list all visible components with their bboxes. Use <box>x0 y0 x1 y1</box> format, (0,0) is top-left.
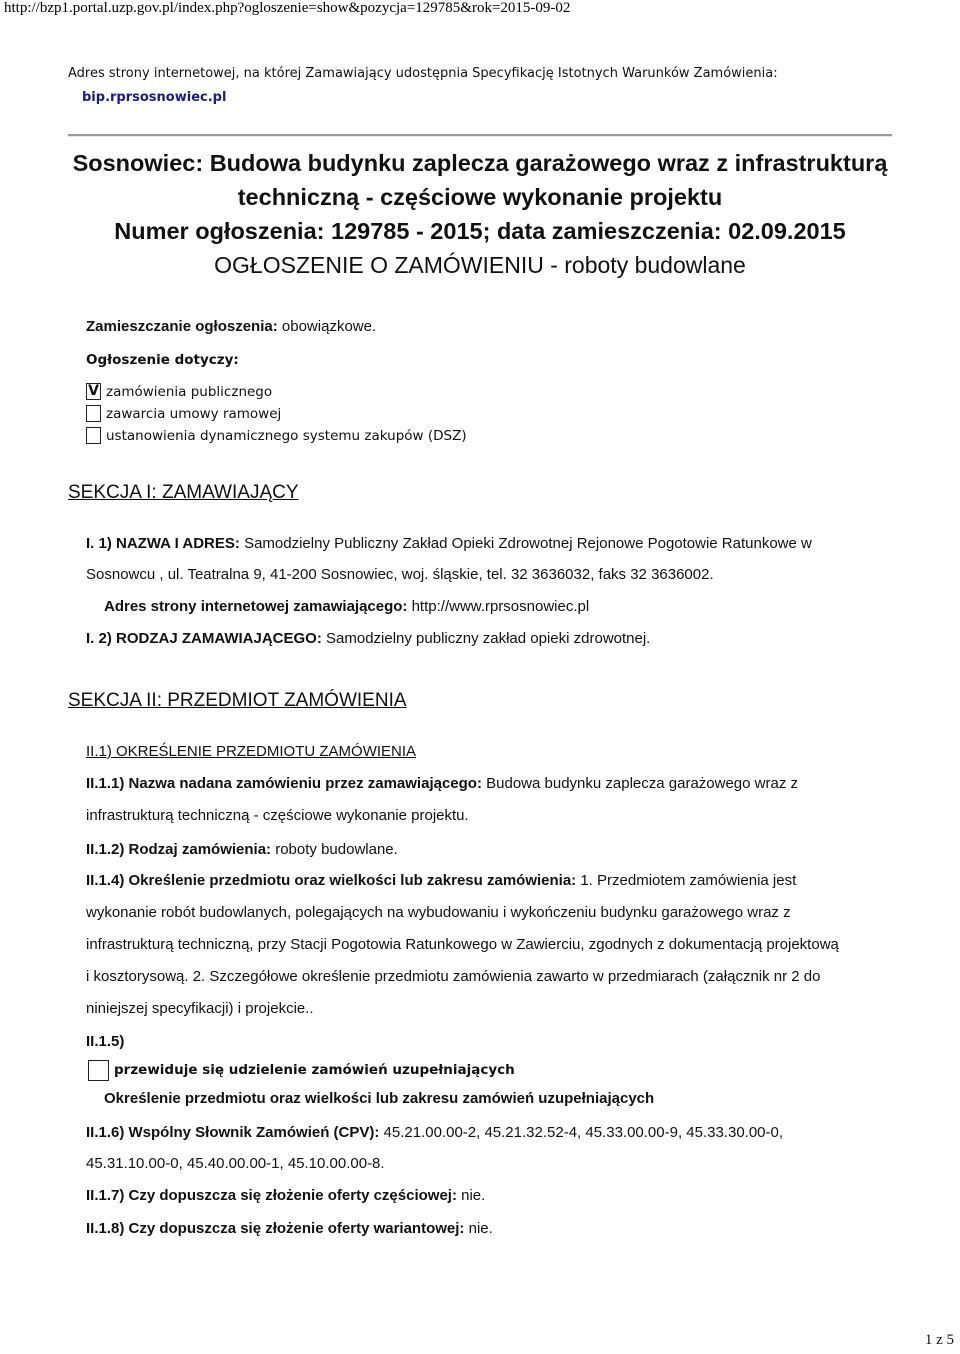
checkbox-framework-agreement[interactable] <box>86 405 101 422</box>
contract-kind-label: II.1.2) Rodzaj zamówienia: <box>86 841 272 858</box>
supplementary-orders-label: II.1.5) <box>86 1033 125 1050</box>
website-value[interactable]: http://www.rprsosnowiec.pl <box>411 598 590 615</box>
notice-title-line-2: techniczną - częściowe wykonanie projektu <box>237 184 723 210</box>
authority-type <box>86 630 650 647</box>
scope-line-2: wykonanie robót budowlanych, polegających na wybudowaniu i wykończeniu budynku garażowego wraz z <box>86 904 791 921</box>
authority-website <box>104 598 589 615</box>
contract-name-label: II.1.1) Nazwa nadana zamówieniu przez zamawiającego: <box>86 775 482 792</box>
notice-type: OGŁOSZENIE O ZAMÓWIENIU - roboty budowlane <box>214 252 746 278</box>
siwz-intro-text: Adres strony internetowej, na której Zamawiający udostępnia Specyfikację Istotnych Warunków Zamówienia: <box>68 66 778 81</box>
contract-name-line-2: infrastrukturą techniczną - częściowe wykonanie projektu. <box>86 807 469 824</box>
page-url[interactable]: http://bzp1.portal.uzp.gov.pl/index.php?ogloszenie=show&pozycja=129785&rok=2015-09-02 <box>4 0 571 16</box>
scope-value: 1. Przedmiotem zamówienia jest <box>580 872 797 889</box>
name-address-label: I. 1) NAZWA I ADRES: <box>86 535 240 552</box>
contracting-authority-name-line-1 <box>86 535 812 552</box>
contract-name-value: Budowa budynku zaplecza garażowego wraz z <box>486 775 798 792</box>
contract-kind-value: roboty budowlane. <box>275 841 398 858</box>
partial-offer-value: nie. <box>461 1187 486 1204</box>
option-public-contract-label: zamówienia publicznego <box>106 384 273 400</box>
partial-offer-label: II.1.7) Czy dopuszcza się złożenie oferty częściowej: <box>86 1187 457 1204</box>
separator <box>68 134 892 137</box>
option-framework-agreement-label: zawarcia umowy ramowej <box>106 406 282 422</box>
subject-subheading: II.1) OKREŚLENIE PRZEDMIOTU ZAMÓWIENIA <box>86 743 417 760</box>
partial-offer <box>86 1187 485 1204</box>
option-dsz-label: ustanowienia dynamicznego systemu zakupów (DSZ) <box>106 428 467 444</box>
cpv-line-1 <box>86 1124 783 1141</box>
notice-number-line: Numer ogłoszenia: 129785 - 2015; data zamieszczenia: 02.09.2015 <box>114 218 846 244</box>
cpv-line-2: 45.31.10.00-0, 45.40.00.00-1, 45.10.00.00-8. <box>86 1155 385 1172</box>
supplementary-orders-scope: Określenie przedmiotu oraz wielkości lub zakresu zamówień uzupełniających <box>104 1090 655 1107</box>
checkbox-public-contract[interactable]: V <box>86 383 101 400</box>
supplementary-orders-option: przewiduje się udzielenie zamówień uzupełniających <box>114 1062 515 1078</box>
scope-line-1 <box>86 872 796 889</box>
authority-type-label: I. 2) RODZAJ ZAMAWIAJĄCEGO: <box>86 630 322 647</box>
contracting-authority-name-line-2: Sosnowcu , ul. Teatralna 9, 41-200 Sosnowiec, woj. śląskie, tel. 32 3636032, faks 32 3636002. <box>86 566 714 583</box>
variant-offer <box>86 1220 493 1237</box>
section-1-heading: SEKCJA I: ZAMAWIAJĄCY <box>68 482 299 503</box>
website-label: Adres strony internetowej zamawiającego: <box>104 598 408 615</box>
checkbox-supplementary-orders[interactable] <box>88 1060 109 1081</box>
section-2-heading: SEKCJA II: PRZEDMIOT ZAMÓWIENIA <box>68 690 407 711</box>
notice-title-line-1: Sosnowiec: Budowa budynku zaplecza garażowego wraz z infrastrukturą <box>72 150 888 176</box>
page-number: 1 z 5 <box>924 1332 954 1348</box>
name-address-value: Samodzielny Publiczny Zakład Opieki Zdrowotnej Rejonowe Pogotowie Ratunkowe w <box>244 535 812 552</box>
posting-value: obowiązkowe. <box>281 318 377 335</box>
authority-type-value: Samodzielny publiczny zakład opieki zdrowotnej. <box>326 630 651 647</box>
posting-mode <box>86 318 376 335</box>
scope-line-5: niniejszej specyfikacji) i projekcie.. <box>86 1000 314 1017</box>
concerns-label: Ogłoszenie dotyczy: <box>86 352 239 368</box>
scope-line-4: i kosztorysową. 2. Szczegółowe określenie przedmiotu zamówienia zawarto w przedmiarach (załącznik nr 2 do <box>86 968 821 985</box>
checkbox-dsz[interactable] <box>86 427 101 444</box>
bip-link[interactable]: bip.rprsosnowiec.pl <box>82 90 227 105</box>
contract-name-line-1 <box>86 775 798 792</box>
cpv-value: 45.21.00.00-2, 45.21.32.52-4, 45.33.00.00-9, 45.33.30.00-0, <box>383 1124 784 1141</box>
posting-label: Zamieszczanie ogłoszenia: <box>86 318 278 335</box>
scope-line-3: infrastrukturą techniczną, przy Stacji Pogotowia Ratunkowego w Zawierciu, zgodnych z dokumentacją projektową <box>86 936 839 953</box>
variant-offer-value: nie. <box>468 1220 493 1237</box>
contract-kind <box>86 841 398 858</box>
scope-label: II.1.4) Określenie przedmiotu oraz wielkości lub zakresu zamówienia: <box>86 872 577 889</box>
cpv-label: II.1.6) Wspólny Słownik Zamówień (CPV): <box>86 1124 380 1141</box>
variant-offer-label: II.1.8) Czy dopuszcza się złożenie oferty wariantowej: <box>86 1220 465 1237</box>
